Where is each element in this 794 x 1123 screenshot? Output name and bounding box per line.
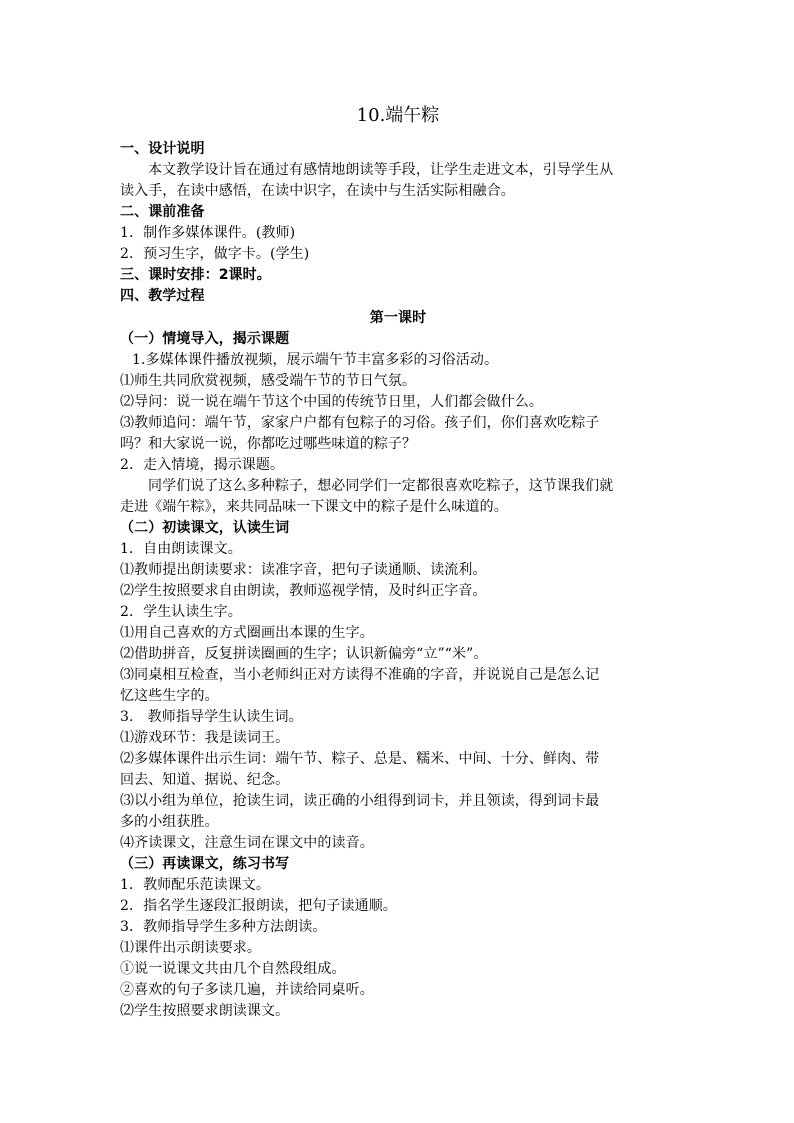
section-heading: 二、课前准备 — [120, 204, 205, 220]
list-item: ⑵学生按照要求自由朗读，教师巡视学情，及时纠正字音。 — [120, 583, 487, 599]
list-item: 2．指名学生逐段汇报朗读，把句子读通顺。 — [120, 898, 397, 914]
paragraph-line: 同学们说了这么多种粽子，想必同学们一定都很喜欢吃粽子，这节课我们就 — [148, 478, 614, 494]
list-item: 1．教师配乐范读课文。 — [120, 877, 271, 893]
section-heading: 三、课时安排：2课时。 — [120, 267, 271, 283]
list-item: ②喜欢的句子多读几遍，并读给同桌听。 — [120, 982, 374, 998]
list-item: ⑴用自己喜欢的方式圈画出本课的生字。 — [120, 625, 374, 641]
section-heading: 四、教学过程 — [120, 288, 205, 304]
subsection-title: 第一课时 — [369, 310, 427, 326]
paragraph-line: 多的小组获胜。 — [120, 814, 219, 830]
list-item: ⑵学生按照要求朗读课文。 — [120, 1003, 290, 1019]
subsection-heading: （三）再读课文，练习书写 — [120, 856, 290, 872]
list-item: 1．自由朗读课文。 — [120, 541, 242, 557]
section-heading: 一、设计说明 — [120, 141, 205, 157]
list-item: ⑴课件出示朗读要求。 — [120, 940, 261, 956]
list-item: ⑶以小组为单位，抢读生词，读正确的小组得到词卡，并且领读，得到词卡最 — [120, 793, 600, 809]
list-item: ⑴教师提出朗读要求：读准字音，把句子读通顺、读流利。 — [120, 562, 487, 578]
subsection-heading: （一）情境导入，揭示课题 — [120, 331, 290, 347]
list-item: ⑷齐读课文，注意生词在课文中的读音。 — [120, 835, 374, 851]
list-item: ⑴游戏环节：我是读词王。 — [120, 730, 290, 746]
list-item: ①说一说课文共由几个自然段组成。 — [120, 961, 346, 977]
list-item: ⑴师生共同欣赏视频，感受端午节的节日气氛。 — [120, 373, 417, 389]
list-item: 3．教师指导学生多种方法朗读。 — [120, 919, 327, 935]
list-item: ⑵借助拼音，反复拼读圈画的生字；认识新偏旁“立”“米”。 — [120, 646, 488, 662]
list-item: ⑵多媒体课件出示生词：端午节、粽子、总是、糯米、中间、十分、鲜肉、带 — [120, 751, 600, 767]
subsection-heading: （二）初读课文，认读生词 — [120, 520, 290, 536]
list-item: ⑶教师追问：端午节，家家户户都有包粽子的习俗。孩子们，你们喜欢吃粽子 — [120, 415, 600, 431]
list-item: 2．走入情境，揭示课题。 — [120, 457, 285, 473]
paragraph-line: 本文教学设计旨在通过有感情地朗读等手段，让学生走进文本，引导学生从 — [148, 162, 614, 178]
list-item: 2．预习生字，做字卡。(学生) — [120, 246, 310, 262]
paragraph-line: 读入手，在读中感悟，在读中识字，在读中与生活实际相融合。 — [120, 183, 515, 199]
list-item: 2．学生认读生字。 — [120, 604, 242, 620]
paragraph-line: 回去、知道、据说、纪念。 — [120, 772, 290, 788]
list-item: 1.多媒体课件播放视频，展示端午节丰富多彩的习俗活动。 — [132, 352, 499, 368]
list-item: 3. 教师指导学生认读生词。 — [120, 709, 303, 725]
paragraph-line: 走进《端午粽》，来共同品味一下课文中的粽子是什么味道的。 — [120, 499, 508, 515]
paragraph-line: 吗？和大家说一说，你都吃过哪些味道的粽子？ — [120, 436, 417, 452]
paragraph-line: 忆这些生字的。 — [120, 688, 219, 704]
list-item: ⑵导问：说一说在端午节这个中国的传统节日里，人们都会做什么。 — [120, 394, 543, 410]
document-title: 10.端午粽 — [356, 105, 440, 126]
list-item: 1．制作多媒体课件。(教师) — [120, 225, 296, 241]
list-item: ⑶同桌相互检查，当小老师纠正对方读得不准确的字音，并说说自己是怎么记 — [120, 667, 600, 683]
